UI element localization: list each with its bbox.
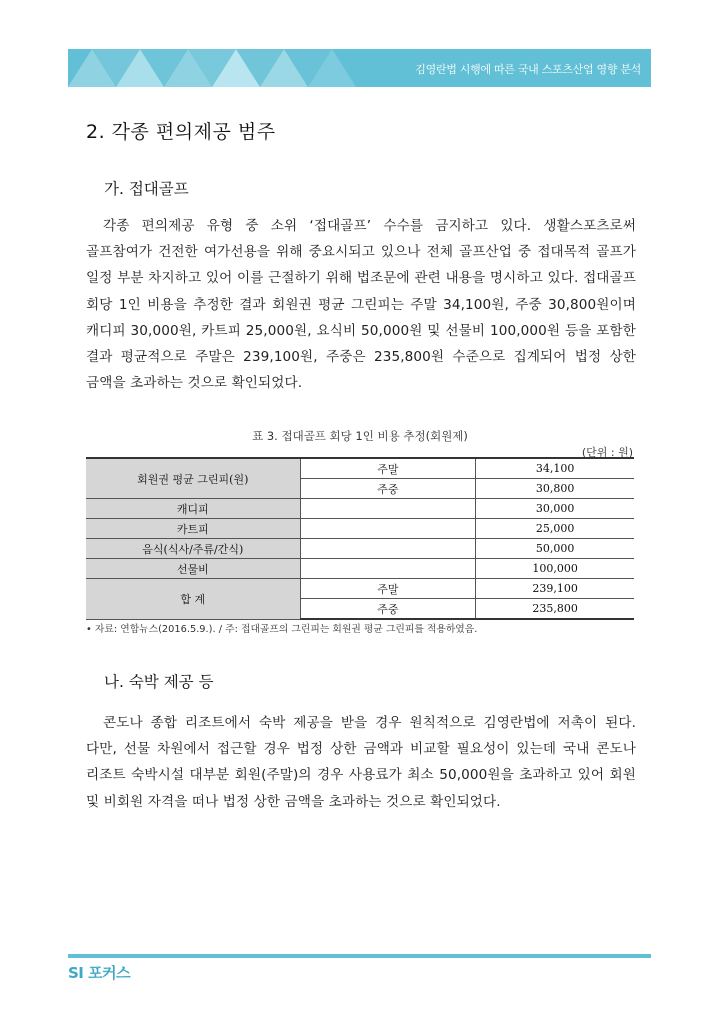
food-value: 50,000 (476, 539, 634, 559)
greenfee-weekday-label: 주중 (300, 479, 476, 499)
table-caption: 표 3. 접대골프 회당 1인 비용 추정(회원제) (252, 429, 468, 443)
caddie-label: 캐디피 (86, 499, 300, 519)
gift-label: 선물비 (86, 559, 300, 579)
table-unit: (단위 : 원) (581, 446, 633, 459)
cart-label: 카트피 (86, 519, 300, 539)
cost-table (86, 457, 634, 620)
table-row (86, 499, 634, 519)
greenfee-weekend-value: 34,100 (476, 458, 634, 479)
table-note: • 자료: 연합뉴스(2016.5.9.). / 주: 접대골프의 그린피는 회원권 평균 그린피를 적용하였음. (86, 624, 478, 635)
table-row (86, 559, 634, 579)
gift-value: 100,000 (476, 559, 634, 579)
caddie-value: 30,000 (476, 499, 634, 519)
header-band (68, 49, 651, 87)
lodging-paragraph: 콘도나 종합 리조트에서 숙박 제공을 받을 경우 원칙적으로 김영란법에 저촉이 된다. 다만, 선물 차원에서 접근할 경우 법정 상한 금액과 비교할 필요성이 있는데 국내 콘도나 리조트 숙박시설 대부분 회원(주말)의 경우 사용료가 최소 50,000원을 초과하고 있어 회원 및 비회원 자격을 떠나 법정 상한 금액을 초과하는 것으로 확인되었다. (86, 715, 636, 810)
total-label: 합 계 (86, 579, 300, 620)
greenfee-weekend-label: 주말 (300, 458, 476, 479)
total-weekday-value: 235,800 (476, 599, 634, 620)
table-row (86, 579, 634, 599)
golf-paragraph: 각종 편의제공 유형 중 소위 ‘접대골프’ 수수를 금지하고 있다. 생활스포츠로써 골프참여가 건전한 여가선용을 위해 중요시되고 있으나 전체 골프산업 중 접대목적 골프가 일정 부분 차지하고 있어 이를 근절하기 위해 법조문에 관련 내용을 명시하고 있다. 접대골프 회당 1인 비용을 추정한 결과 회원권 평균 그린피는 주말 34,100원, 주중 30,800원이며 캐디피 30,000원, 카트피 25,000원, 요식비 50,000원 및 선물비 100,000원 등을 포함한 결과 평균적으로 주말은 239,100원, 주중은 235,800원 수준으로 집계되어 법정 상한 금액을 초과하는 것으로 확인되었다. (86, 218, 636, 392)
footer-brand: SI 포커스 (68, 964, 131, 982)
greenfee-weekday-value: 30,800 (476, 479, 634, 499)
table-row (86, 539, 634, 559)
table-row (86, 458, 634, 479)
footer-line (68, 954, 651, 958)
table-row (86, 519, 634, 539)
greenfee-label: 회원권 평균 그린피(원) (86, 458, 300, 499)
section-title: 2. 각종 편의제공 범주 (86, 121, 276, 143)
lodging-heading: 나. 숙박 제공 등 (104, 673, 214, 691)
cart-value: 25,000 (476, 519, 634, 539)
total-weekend-value: 239,100 (476, 579, 634, 599)
total-weekday-label: 주중 (300, 599, 476, 620)
total-weekend-label: 주말 (300, 579, 476, 599)
header-title: 김영란법 시행에 따른 국내 스포츠산업 영향 분석 (415, 63, 641, 76)
food-label: 음식(식사/주류/간식) (86, 539, 300, 559)
golf-heading: 가. 접대골프 (104, 180, 189, 198)
